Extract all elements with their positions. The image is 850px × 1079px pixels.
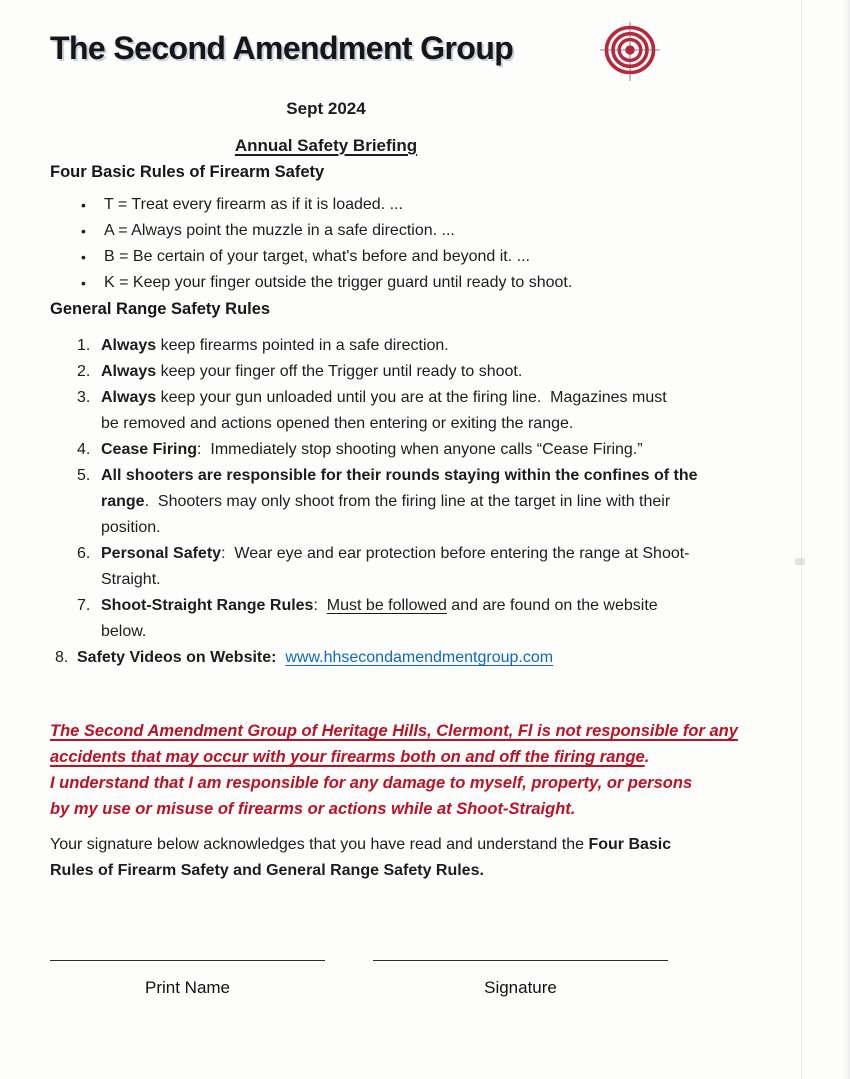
section-heading-general-range-rules: General Range Safety Rules [50, 300, 271, 318]
safety-rule-item [81, 244, 800, 270]
text-segment: keep your finger off the Trigger until ready to shoot. [156, 363, 523, 380]
rule-number: 7. [77, 597, 91, 614]
disclaimer-line [50, 718, 800, 744]
text-segment: The Second Amendment Group of Heritage Hills, Clermont, Fl is not responsible for any [50, 722, 738, 740]
text-segment: Must be followed [326, 597, 447, 614]
print-name-label: Print Name [144, 978, 231, 997]
numbered-rule-item [77, 359, 800, 385]
text-segment: I understand that I am responsible for any damage to myself, property, or persons [50, 774, 693, 792]
text-segment: below. [101, 623, 147, 640]
rule-text [101, 359, 800, 385]
rule-number: 6. [77, 545, 91, 562]
signature-block [373, 960, 668, 1001]
text-segment: range [101, 493, 145, 510]
text-segment: : [313, 597, 327, 614]
rule-number: 2. [77, 363, 91, 380]
numbered-rule-item [55, 645, 800, 671]
text-segment: Always [101, 337, 157, 354]
text-segment: . Shooters may only shoot from the firing line at the target in line with their [144, 493, 671, 510]
signature-row [50, 960, 800, 1001]
text-segment: Always [101, 363, 157, 380]
text-segment: Rules of Firearm Safety and General Range Safety Rules. [50, 862, 484, 879]
text-segment: Four Basic [588, 836, 672, 853]
print-name-line [50, 960, 325, 961]
text-segment: All shooters are responsible for their rounds staying within the confines of the [101, 467, 698, 484]
document-header [50, 26, 800, 80]
text-segment: be removed and actions opened then entering or exiting the range. [101, 415, 574, 432]
numbered-rule-item [77, 463, 800, 541]
scan-artifact-speck [795, 558, 805, 565]
safety-rule-item [81, 270, 800, 296]
text-segment: Your signature below acknowledges that you have read and understand the [50, 836, 589, 853]
text-segment: Straight. [101, 571, 161, 588]
text-segment: keep firearms pointed in a safe direction. [156, 337, 449, 354]
bullet-icon: • [81, 223, 86, 239]
section-heading-four-basic-rules: Four Basic Rules of Firearm Safety [50, 163, 325, 181]
rule-number: 4. [77, 441, 91, 458]
page-title: The Second Amendment Group [50, 30, 514, 66]
rule-number: 1. [77, 337, 91, 354]
rule-text [101, 437, 800, 463]
signature-line [373, 960, 668, 961]
disclaimer-line [50, 744, 800, 770]
rule-number: 8. [55, 649, 69, 666]
rule-number: 5. [77, 467, 91, 484]
text-segment: : Immediately stop shooting when anyone calls “Cease Firing.” [197, 441, 643, 458]
bullet-icon: • [81, 249, 86, 265]
rule-text: T = Treat every firearm as if it is loaded. ... [104, 196, 403, 213]
bullet-icon: • [81, 197, 86, 213]
text-segment: Safety Videos on Website: [77, 649, 277, 666]
website-link[interactable]: www.hhsecondamendmentgroup.com [285, 649, 554, 666]
document-date: Sept 2024 [286, 99, 366, 118]
bullet-icon: • [81, 275, 86, 291]
four-basic-rules-list [50, 192, 800, 296]
rule-text [101, 385, 800, 437]
text-segment: . [644, 748, 650, 766]
text-segment: : Wear eye and ear protection before entering the range at Shoot- [221, 545, 690, 562]
document-subtitle: Annual Safety Briefing [234, 136, 418, 155]
text-segment: accidents that may occur with your firearms both on and off the firing range [50, 748, 645, 766]
rule-text: B = Be certain of your target, what's before and beyond it. ... [104, 248, 530, 265]
liability-disclaimer [50, 718, 800, 822]
rule-text [77, 645, 777, 671]
rule-text [101, 593, 800, 645]
general-rules-list [50, 333, 800, 671]
rule-text [101, 541, 800, 593]
numbered-rule-item [77, 333, 800, 359]
text-segment: keep your gun unloaded until you are at the firing line. Magazines must [156, 389, 667, 406]
rule-number: 3. [77, 389, 91, 406]
rule-text: A = Always point the muzzle in a safe direction. ... [104, 222, 455, 239]
text-segment: and are found on the website [446, 597, 658, 614]
rule-text [101, 463, 800, 541]
print-name-block [50, 960, 325, 1001]
text-segment: Always [101, 389, 157, 406]
numbered-rule-item [77, 541, 800, 593]
safety-rule-item [81, 192, 800, 218]
title-block [50, 96, 602, 159]
numbered-rule-item [77, 437, 800, 463]
safety-rule-item [81, 218, 800, 244]
text-segment: Shoot-Straight Range Rules [101, 597, 314, 614]
scan-artifact-edge [842, 0, 850, 1079]
disclaimer-line [50, 796, 800, 822]
disclaimer-line [50, 770, 800, 796]
numbered-rule-item [77, 593, 800, 645]
text-segment: position. [101, 519, 161, 536]
text-segment: Personal Safety [101, 545, 222, 562]
rule-text [101, 333, 800, 359]
rule-text: K = Keep your finger outside the trigger guard until ready to shoot. [104, 274, 573, 291]
scan-artifact-line [801, 0, 802, 1079]
text-segment: Cease Firing [101, 441, 198, 458]
signature-label: Signature [484, 978, 557, 997]
bullseye-target-icon [598, 22, 662, 82]
numbered-rule-item [77, 385, 800, 437]
text-segment: by my use or misuse of firearms or actions while at Shoot-Straight. [50, 800, 576, 818]
acknowledgment-text [50, 832, 800, 884]
